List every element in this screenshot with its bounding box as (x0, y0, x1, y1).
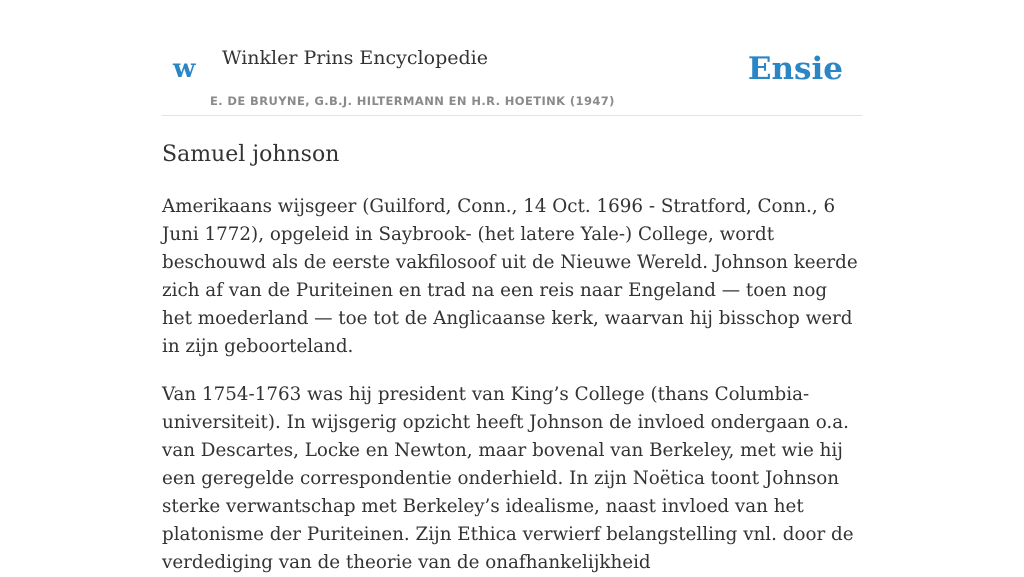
article-paragraph: Amerikaans wijsgeer (Guilford, Conn., 14 Oct. 1696 - Stratford, Conn., 6 Juni 1772), opgeleid in Saybrook- (het latere Yale-) College, wordt beschouwd als de eerste vakfilosoof uit de Nieuwe Wereld. Johnson keerde zich af van de Puriteinen en trad na een reis naar Engeland — toen nog het moederland — toe tot de Anglicaanse kerk, waarvan hij bisschop werd in zijn geboorteland. (162, 196, 858, 358)
book-title-link[interactable]: Winkler Prins Encyclopedie (222, 47, 488, 69)
encyclopedia-logo[interactable]: w (173, 54, 196, 84)
page-container (162, 0, 862, 577)
header (162, 0, 862, 116)
ensie-brand-link[interactable]: Ensie (747, 51, 843, 87)
article-paragraph: Van 1754-1763 was hij president van King’s College (thans Columbia-universiteit). In wijsgerig opzicht heeft Johnson de invloed ondergaan o.a. van Descartes, Locke en Newton, maar bovenal van Berkeley, met wie hij een geregelde correspondentie onderhield. In zijn Noëtica toont Johnson sterke verwantschap met Berkeley’s idealisme, naast invloed van het platonisme der Puriteinen. Zijn Ethica verwierf belangstelling vnl. door de verdediging van de theorie van de onafhankelijkheid (162, 383, 854, 574)
book-authors: E. DE BRUYNE, G.B.J. HILTERMANN EN H.R. HOETINK (1947) (210, 94, 615, 108)
article-title: Samuel johnson (162, 142, 340, 167)
